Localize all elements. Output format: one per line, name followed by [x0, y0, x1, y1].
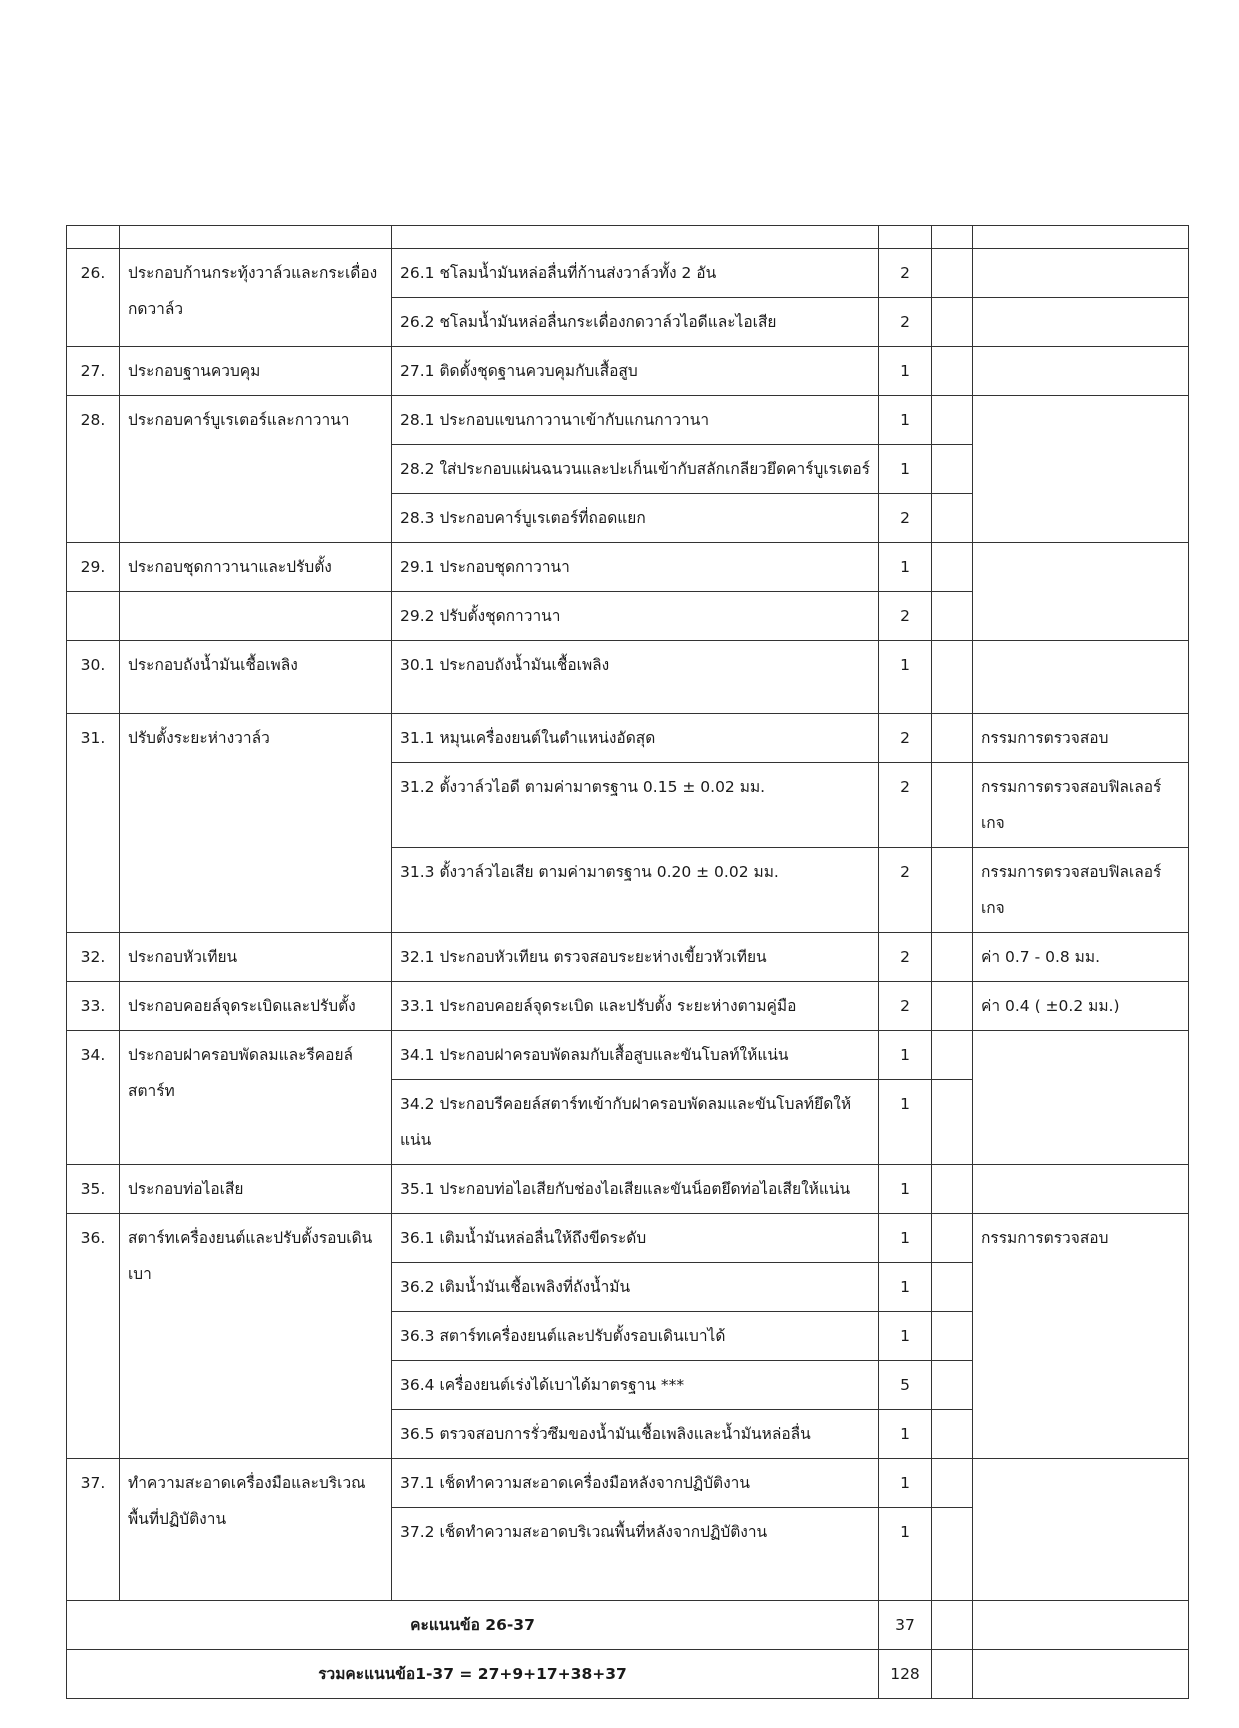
result-cell [932, 1165, 973, 1214]
note-cell [973, 396, 1189, 543]
table-row [67, 641, 1189, 714]
table-row [67, 982, 1189, 1031]
score-value: 1 [879, 445, 932, 494]
table-row [67, 543, 1189, 592]
result-cell [932, 1312, 973, 1361]
result-cell [932, 1601, 973, 1650]
header-cell [67, 226, 120, 249]
note-cell: กรรมการตรวจสอบ [973, 714, 1189, 763]
score-value: 1 [879, 1410, 932, 1459]
score-value: 1 [879, 641, 932, 714]
score-value: 1 [879, 396, 932, 445]
task-name: ประกอบท่อไอเสีย [120, 1165, 392, 1214]
subtask-text: 37.1 เช็ดทำความสะอาดเครื่องมือหลังจากปฏิบัติงาน [392, 1459, 879, 1508]
header-cell [392, 226, 879, 249]
score-value: 2 [879, 592, 932, 641]
subtask-text: 29.1 ประกอบชุดกาวานา [392, 543, 879, 592]
subtask-text: 37.2 เช็ดทำความสะอาดบริเวณพื้นที่หลังจากปฏิบัติงาน [392, 1508, 879, 1601]
header-cell [120, 226, 392, 249]
result-cell [932, 1650, 973, 1699]
result-cell [932, 543, 973, 592]
table-row [67, 1214, 1189, 1263]
result-cell [932, 1459, 973, 1508]
score-value: 1 [879, 1165, 932, 1214]
note-cell: กรรมการตรวจสอบฟิลเลอร์เกจ [973, 763, 1189, 848]
score-value: 1 [879, 1214, 932, 1263]
subtask-text: 26.2 ชโลมน้ำมันหล่อลื่นกระเดื่องกดวาล์วไอดีและไอเสีย [392, 298, 879, 347]
result-cell [932, 1031, 973, 1080]
table-row [67, 347, 1189, 396]
item-number: 26. [67, 249, 120, 347]
subtask-text: 34.1 ประกอบฝาครอบพัดลมกับเสื้อสูบและขันโบลท์ให้แน่น [392, 1031, 879, 1080]
item-number-empty [67, 592, 120, 641]
table-row [67, 396, 1189, 445]
score-value: 2 [879, 249, 932, 298]
note-cell: กรรมการตรวจสอบ [973, 1214, 1189, 1459]
task-name: ปรับตั้งระยะห่างวาล์ว [120, 714, 392, 933]
result-cell [932, 1214, 973, 1263]
note-cell [973, 347, 1189, 396]
score-value: 2 [879, 494, 932, 543]
total-value: 128 [879, 1650, 932, 1699]
table-row [67, 1031, 1189, 1080]
result-cell [932, 848, 973, 933]
subtask-text: 28.2 ใส่ประกอบแผ่นฉนวนและปะเก็นเข้ากับสลักเกลียวยึดคาร์บูเรเตอร์ [392, 445, 879, 494]
result-cell [932, 982, 973, 1031]
note-cell: ค่า 0.4 ( ±0.2 มม.) [973, 982, 1189, 1031]
score-value: 5 [879, 1361, 932, 1410]
table-row [67, 1165, 1189, 1214]
note-cell [973, 543, 1189, 641]
header-cell [879, 226, 932, 249]
subtask-text: 31.1 หมุนเครื่องยนต์ในตำแหน่งอัดสุด [392, 714, 879, 763]
task-name: ประกอบชุดกาวานาและปรับตั้ง [120, 543, 392, 592]
result-cell [932, 1080, 973, 1165]
subtotal-value: 37 [879, 1601, 932, 1650]
subtask-text: 28.1 ประกอบแขนกาวานาเข้ากับแกนกาวานา [392, 396, 879, 445]
subtask-text: 33.1 ประกอบคอยล์จุดระเบิด และปรับตั้ง ระยะห่างตามคู่มือ [392, 982, 879, 1031]
subtask-text: 36.2 เติมน้ำมันเชื้อเพลิงที่ถังน้ำมัน [392, 1263, 879, 1312]
note-cell [973, 298, 1189, 347]
score-value: 1 [879, 1080, 932, 1165]
subtask-text: 34.2 ประกอบรีคอยล์สตาร์ทเข้ากับฝาครอบพัดลมและขันโบลท์ยึดให้แน่น [392, 1080, 879, 1165]
task-name: ประกอบฐานควบคุม [120, 347, 392, 396]
task-name: ประกอบหัวเทียน [120, 933, 392, 982]
table-row [67, 249, 1189, 298]
task-name: สตาร์ทเครื่องยนต์และปรับตั้งรอบเดินเบา [120, 1214, 392, 1459]
task-name-empty [120, 592, 392, 641]
result-cell [932, 1410, 973, 1459]
table-row [67, 714, 1189, 763]
header-cell [973, 226, 1189, 249]
score-value: 1 [879, 1031, 932, 1080]
scoring-table [66, 225, 1189, 1699]
task-name: ประกอบก้านกระทุ้งวาล์วและกระเดื่องกดวาล์ว [120, 249, 392, 347]
subtask-text: 29.2 ปรับตั้งชุดกาวานา [392, 592, 879, 641]
item-number: 35. [67, 1165, 120, 1214]
score-value: 2 [879, 933, 932, 982]
subtask-text: 27.1 ติดตั้งชุดฐานควบคุมกับเสื้อสูบ [392, 347, 879, 396]
note-cell [973, 641, 1189, 714]
result-cell [932, 714, 973, 763]
result-cell [932, 396, 973, 445]
score-value: 2 [879, 298, 932, 347]
task-name: ทำความสะอาดเครื่องมือและบริเวณพื้นที่ปฏิบัติงาน [120, 1459, 392, 1601]
result-cell [932, 445, 973, 494]
score-value: 1 [879, 1312, 932, 1361]
score-value: 1 [879, 1263, 932, 1312]
note-cell [973, 1650, 1189, 1699]
subtask-text: 31.2 ตั้งวาล์วไอดี ตามค่ามาตรฐาน 0.15 ± 0.02 มม. [392, 763, 879, 848]
total-row [67, 1650, 1189, 1699]
table-header-row [67, 226, 1189, 249]
result-cell [932, 1263, 973, 1312]
result-cell [932, 592, 973, 641]
subtask-text: 32.1 ประกอบหัวเทียน ตรวจสอบระยะห่างเขี้ยวหัวเทียน [392, 933, 879, 982]
score-value: 1 [879, 1508, 932, 1601]
header-cell [932, 226, 973, 249]
subtotal-row [67, 1601, 1189, 1650]
subtask-text: 31.3 ตั้งวาล์วไอเสีย ตามค่ามาตรฐาน 0.20 ± 0.02 มม. [392, 848, 879, 933]
result-cell [932, 494, 973, 543]
item-number: 34. [67, 1031, 120, 1165]
note-cell [973, 1031, 1189, 1165]
result-cell [932, 1361, 973, 1410]
result-cell [932, 249, 973, 298]
note-cell [973, 1601, 1189, 1650]
item-number: 36. [67, 1214, 120, 1459]
table-row [67, 1459, 1189, 1508]
task-name: ประกอบคาร์บูเรเตอร์และกาวานา [120, 396, 392, 543]
result-cell [932, 347, 973, 396]
task-name: ประกอบฝาครอบพัดลมและรีคอยล์สตาร์ท [120, 1031, 392, 1165]
item-number: 32. [67, 933, 120, 982]
score-value: 1 [879, 1459, 932, 1508]
subtask-text: 30.1 ประกอบถังน้ำมันเชื้อเพลิง [392, 641, 879, 714]
subtask-text: 36.4 เครื่องยนต์เร่งได้เบาได้มาตรฐาน *** [392, 1361, 879, 1410]
subtotal-label: คะแนนข้อ 26-37 [67, 1601, 879, 1650]
note-cell [973, 1165, 1189, 1214]
result-cell [932, 933, 973, 982]
item-number: 37. [67, 1459, 120, 1601]
total-label: รวมคะแนนข้อ1-37 = 27+9+17+38+37 [67, 1650, 879, 1699]
result-cell [932, 298, 973, 347]
result-cell [932, 1508, 973, 1601]
item-number: 29. [67, 543, 120, 592]
item-number: 28. [67, 396, 120, 543]
item-number: 27. [67, 347, 120, 396]
subtask-text: 28.3 ประกอบคาร์บูเรเตอร์ที่ถอดแยก [392, 494, 879, 543]
subtask-text: 36.5 ตรวจสอบการรั่วซึมของน้ำมันเชื้อเพลิงและน้ำมันหล่อลื่น [392, 1410, 879, 1459]
item-number: 30. [67, 641, 120, 714]
task-name: ประกอบถังน้ำมันเชื้อเพลิง [120, 641, 392, 714]
score-value: 2 [879, 982, 932, 1031]
note-cell: กรรมการตรวจสอบฟิลเลอร์เกจ [973, 848, 1189, 933]
score-value: 1 [879, 543, 932, 592]
subtask-text: 36.3 สตาร์ทเครื่องยนต์และปรับตั้งรอบเดินเบาได้ [392, 1312, 879, 1361]
note-cell [973, 249, 1189, 298]
result-cell [932, 763, 973, 848]
subtask-text: 36.1 เติมน้ำมันหล่อลื่นให้ถึงขีดระดับ [392, 1214, 879, 1263]
score-value: 1 [879, 347, 932, 396]
item-number: 33. [67, 982, 120, 1031]
subtask-text: 26.1 ชโลมน้ำมันหล่อลื่นที่ก้านส่งวาล์วทั้ง 2 อัน [392, 249, 879, 298]
score-value: 2 [879, 763, 932, 848]
subtask-text: 35.1 ประกอบท่อไอเสียกับช่องไอเสียและขันน็อตยึดท่อไอเสียให้แน่น [392, 1165, 879, 1214]
note-cell [973, 1459, 1189, 1601]
table-row [67, 933, 1189, 982]
result-cell [932, 641, 973, 714]
item-number: 31. [67, 714, 120, 933]
score-value: 2 [879, 848, 932, 933]
note-cell: ค่า 0.7 - 0.8 มม. [973, 933, 1189, 982]
score-value: 2 [879, 714, 932, 763]
task-name: ประกอบคอยล์จุดระเบิดและปรับตั้ง [120, 982, 392, 1031]
